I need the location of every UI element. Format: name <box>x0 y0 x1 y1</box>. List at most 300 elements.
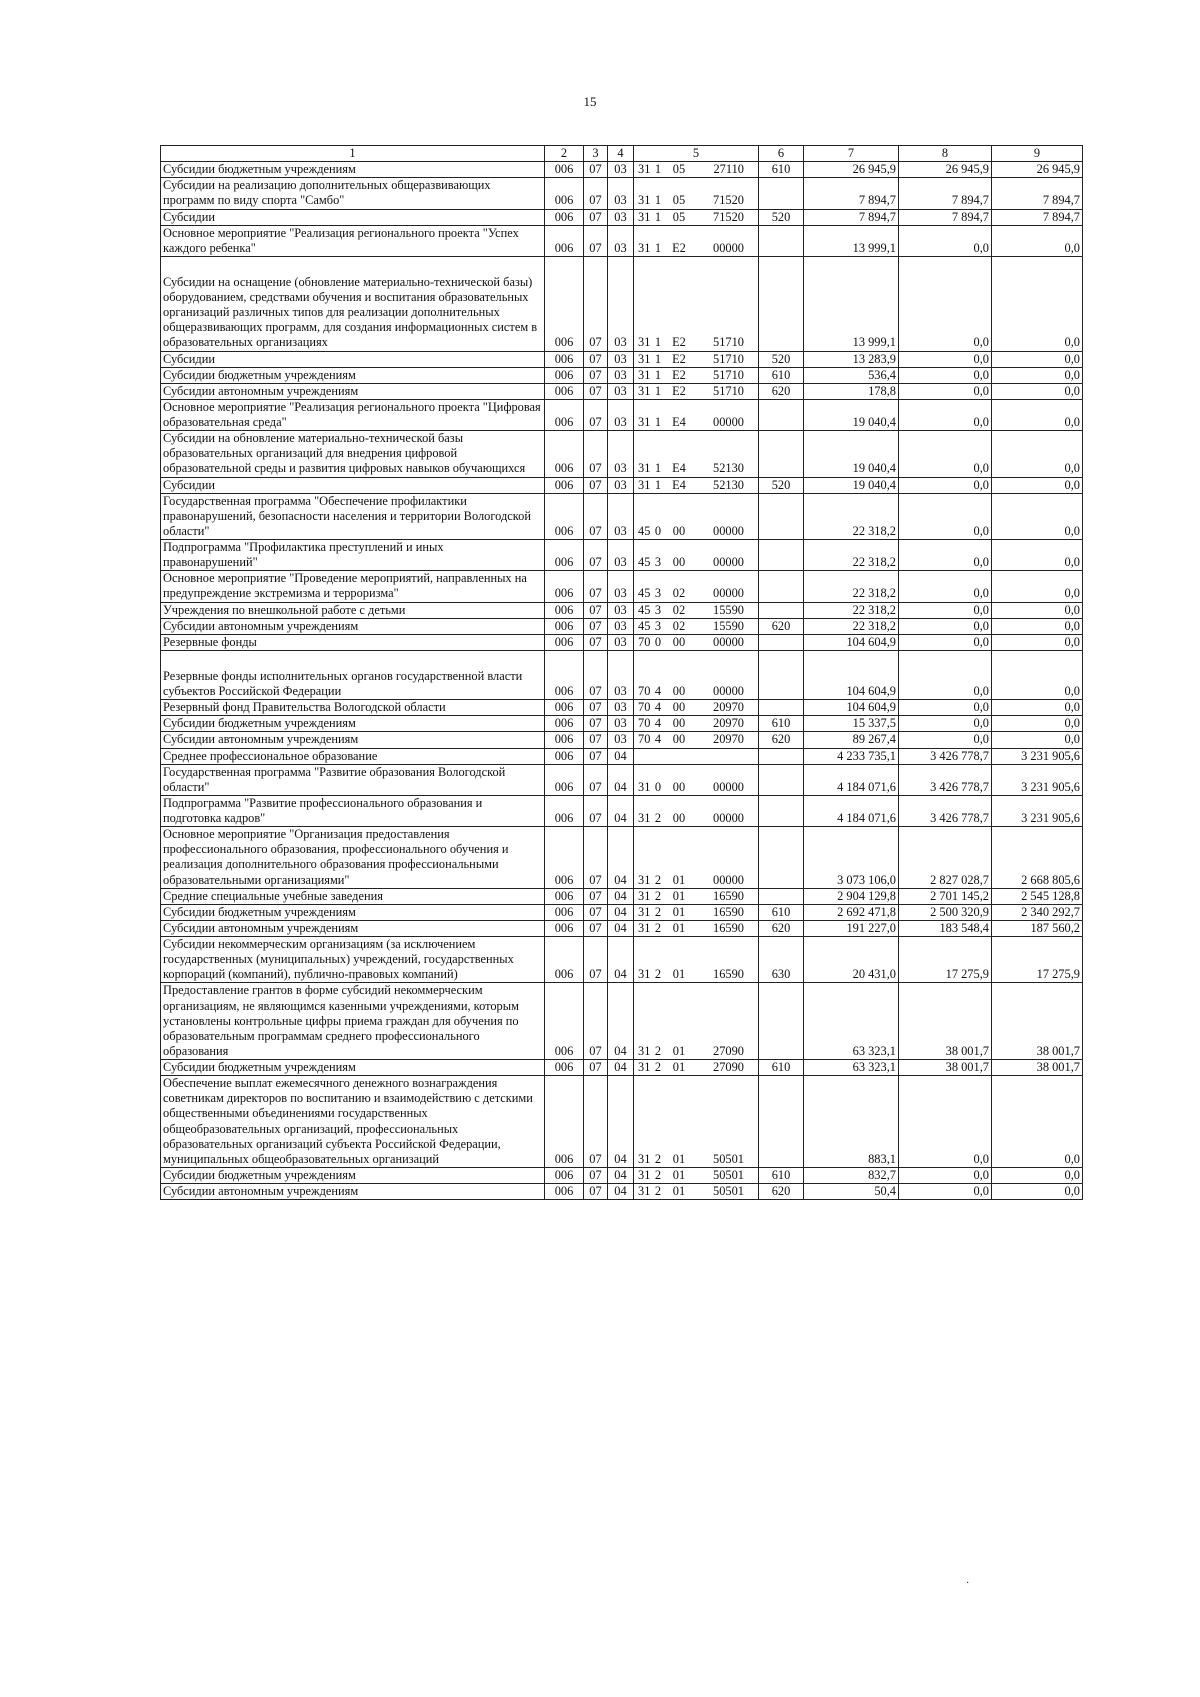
col-8-cell: 0,0 <box>899 1184 992 1200</box>
target-article-cell <box>634 162 759 178</box>
col-2-cell: 006 <box>545 493 584 539</box>
col-3-cell: 07 <box>584 540 608 571</box>
article-part-s3: E2 <box>672 367 686 382</box>
col-3-cell: 07 <box>584 1060 608 1076</box>
row-name: Резервный фонд Правительства Вологодской области <box>161 700 545 716</box>
article-part-s1: 31 <box>638 1060 651 1074</box>
header-cell: 3 <box>584 146 608 162</box>
article-part-s4: 27090 <box>713 1060 744 1074</box>
col-6-cell <box>759 431 804 477</box>
article-part-s1: 31 <box>638 162 651 177</box>
col-4-cell: 03 <box>608 650 634 699</box>
col-9-cell: 0,0 <box>992 1184 1083 1200</box>
row-name: Государственная программа "Обеспечение профилактики правонарушений, безопасности населения и территории Вологодской области" <box>161 493 545 539</box>
row-name: Субсидии на реализацию дополнительных общеразвивающих программ по виду спорта "Самбо" <box>161 178 545 209</box>
article-part-s2: 3 <box>654 602 662 617</box>
col-2-cell: 006 <box>545 1167 584 1183</box>
article-part-s3: 05 <box>672 193 686 208</box>
col-3-cell: 07 <box>584 748 608 764</box>
table-row <box>161 634 1083 650</box>
article-part-s3: 01 <box>672 967 686 982</box>
col-9-cell: 0,0 <box>992 634 1083 650</box>
col-8-cell: 7 894,7 <box>899 209 992 225</box>
row-name: Резервные фонды исполнительных органов государственной власти субъектов Российской Федерации <box>161 650 545 699</box>
target-article-cell <box>634 650 759 699</box>
col-4-cell: 04 <box>608 1060 634 1076</box>
article-part-s1: 70 <box>638 684 651 698</box>
table-row <box>161 983 1083 1060</box>
article-part-s4: 20970 <box>713 700 744 715</box>
article-part-s3: 00 <box>672 716 686 731</box>
col-9-cell: 38 001,7 <box>992 1060 1083 1076</box>
col-4-cell: 03 <box>608 367 634 383</box>
article-part-s2: 2 <box>654 872 662 887</box>
col-6-cell: 610 <box>759 162 804 178</box>
col-9-cell: 7 894,7 <box>992 178 1083 209</box>
row-name: Субсидии автономным учреждениям <box>161 920 545 936</box>
article-part-s1: 45 <box>638 555 651 570</box>
article-part-s2: 4 <box>654 684 662 698</box>
col-7-cell: 13 283,9 <box>804 351 899 367</box>
article-part-s2: 2 <box>654 904 662 919</box>
col-6-cell: 620 <box>759 618 804 634</box>
target-article-cell <box>634 351 759 367</box>
col-3-cell: 07 <box>584 162 608 178</box>
col-2-cell: 006 <box>545 602 584 618</box>
article-part-s1: 45 <box>638 586 651 601</box>
col-4-cell: 03 <box>608 477 634 493</box>
col-2-cell: 006 <box>545 1076 584 1168</box>
col-9-cell: 0,0 <box>992 383 1083 399</box>
col-6-cell <box>759 602 804 618</box>
target-article-cell <box>634 1184 759 1200</box>
article-part-s2: 2 <box>654 1167 662 1182</box>
col-6-cell <box>759 571 804 602</box>
row-name: Основное мероприятие "Реализация регионального проекта "Цифровая образовательная среда" <box>161 399 545 430</box>
article-part-s4: 16590 <box>713 967 744 982</box>
target-article-cell <box>634 795 759 826</box>
article-part-s4: 00000 <box>713 555 744 570</box>
article-part-s2: 2 <box>654 1043 662 1058</box>
article-part-s3: 00 <box>672 684 686 698</box>
col-6-cell <box>759 827 804 889</box>
article-part-s1: 31 <box>638 1043 651 1058</box>
col-4-cell: 03 <box>608 700 634 716</box>
col-7-cell: 22 318,2 <box>804 493 899 539</box>
row-name: Субсидии бюджетным учреждениям <box>161 716 545 732</box>
col-3-cell: 07 <box>584 477 608 493</box>
target-article-cell <box>634 764 759 795</box>
col-8-cell: 0,0 <box>899 650 992 699</box>
article-part-s3: 01 <box>672 872 686 887</box>
col-7-cell: 4 233 735,1 <box>804 748 899 764</box>
article-part-s2: 1 <box>654 477 662 492</box>
page-number: 15 <box>583 94 597 109</box>
article-part-s4: 20970 <box>713 732 744 747</box>
col-7-cell: 13 999,1 <box>804 256 899 351</box>
col-3-cell: 07 <box>584 431 608 477</box>
row-name: Субсидии бюджетным учреждениям <box>161 367 545 383</box>
article-part-s3: 02 <box>672 618 686 633</box>
header-cell: 7 <box>804 146 899 162</box>
col-8-cell: 0,0 <box>899 399 992 430</box>
col-6-cell <box>759 225 804 256</box>
target-article-cell <box>634 700 759 716</box>
col-3-cell: 07 <box>584 351 608 367</box>
col-6-cell <box>759 493 804 539</box>
col-9-cell: 3 231 905,6 <box>992 748 1083 764</box>
col-9-cell: 0,0 <box>992 1167 1083 1183</box>
col-2-cell: 006 <box>545 399 584 430</box>
target-article-cell <box>634 827 759 889</box>
col-8-cell: 0,0 <box>899 732 992 748</box>
row-name: Субсидии бюджетным учреждениям <box>161 162 545 178</box>
col-7-cell: 13 999,1 <box>804 225 899 256</box>
col-4-cell: 03 <box>608 540 634 571</box>
row-name: Государственная программа "Развитие образования Вологодской области" <box>161 764 545 795</box>
article-part-s2: 3 <box>654 618 662 633</box>
article-part-s2: 1 <box>654 351 662 366</box>
article-part-s1: 31 <box>638 209 651 224</box>
col-7-cell: 4 184 071,6 <box>804 795 899 826</box>
header-cell: 1 <box>161 146 545 162</box>
table-row <box>161 477 1083 493</box>
col-4-cell: 03 <box>608 178 634 209</box>
col-7-cell: 4 184 071,6 <box>804 764 899 795</box>
col-9-cell: 0,0 <box>992 256 1083 351</box>
article-part-s4: 51710 <box>713 335 744 350</box>
table-row <box>161 540 1083 571</box>
col-2-cell: 006 <box>545 904 584 920</box>
col-6-cell <box>759 700 804 716</box>
col-7-cell: 22 318,2 <box>804 602 899 618</box>
col-3-cell: 07 <box>584 827 608 889</box>
article-part-s4: 00000 <box>713 872 744 887</box>
target-article-cell <box>634 431 759 477</box>
col-7-cell: 63 323,1 <box>804 983 899 1060</box>
article-part-s1: 31 <box>638 240 651 255</box>
table-row <box>161 732 1083 748</box>
target-article-cell <box>634 178 759 209</box>
budget-table <box>160 145 1083 1200</box>
header-cell: 8 <box>899 146 992 162</box>
col-2-cell: 006 <box>545 209 584 225</box>
article-part-s3: 00 <box>672 700 686 715</box>
article-part-s2: 1 <box>654 240 662 255</box>
target-article-cell <box>634 634 759 650</box>
article-part-s1: 70 <box>638 716 651 731</box>
col-2-cell: 006 <box>545 162 584 178</box>
col-8-cell: 2 827 028,7 <box>899 827 992 889</box>
row-name: Субсидии бюджетным учреждениям <box>161 1167 545 1183</box>
scan-mark: · <box>966 1578 970 1589</box>
col-8-cell: 0,0 <box>899 383 992 399</box>
col-2-cell: 006 <box>545 225 584 256</box>
col-3-cell: 07 <box>584 225 608 256</box>
col-6-cell <box>759 634 804 650</box>
article-part-s2: 2 <box>654 1060 662 1074</box>
target-article-cell <box>634 888 759 904</box>
article-part-s1: 45 <box>638 618 651 633</box>
col-9-cell: 3 231 905,6 <box>992 795 1083 826</box>
col-3-cell: 07 <box>584 634 608 650</box>
col-2-cell: 006 <box>545 540 584 571</box>
article-part-s4: 27090 <box>713 1043 744 1058</box>
target-article-cell <box>634 732 759 748</box>
col-3-cell: 07 <box>584 256 608 351</box>
col-8-cell: 38 001,7 <box>899 983 992 1060</box>
target-article-cell <box>634 225 759 256</box>
col-6-cell <box>759 888 804 904</box>
col-3-cell: 07 <box>584 700 608 716</box>
row-name: Субсидии автономным учреждениям <box>161 383 545 399</box>
col-2-cell: 006 <box>545 827 584 889</box>
col-7-cell: 178,8 <box>804 383 899 399</box>
target-article-cell <box>634 1076 759 1168</box>
target-article-cell <box>634 540 759 571</box>
article-part-s4: 50501 <box>713 1184 744 1198</box>
col-2-cell: 006 <box>545 1184 584 1200</box>
col-3-cell: 07 <box>584 1184 608 1200</box>
col-7-cell: 2 692 471,8 <box>804 904 899 920</box>
article-part-s2: 2 <box>654 1151 662 1166</box>
article-part-s2: 0 <box>654 523 662 538</box>
col-7-cell: 20 431,0 <box>804 937 899 983</box>
article-part-s3: 00 <box>672 779 686 794</box>
article-part-s4: 51710 <box>713 351 744 366</box>
article-part-s4: 16590 <box>713 888 744 903</box>
col-4-cell: 03 <box>608 162 634 178</box>
col-8-cell: 3 426 778,7 <box>899 748 992 764</box>
col-6-cell <box>759 256 804 351</box>
article-part-s2: 1 <box>654 461 662 476</box>
article-part-s3: E4 <box>672 477 686 492</box>
table-row <box>161 493 1083 539</box>
col-9-cell: 2 668 805,6 <box>992 827 1083 889</box>
col-7-cell: 3 073 106,0 <box>804 827 899 889</box>
article-part-s2: 1 <box>654 162 662 177</box>
table-row <box>161 920 1083 936</box>
table-row <box>161 1167 1083 1183</box>
col-4-cell: 04 <box>608 827 634 889</box>
row-name: Обеспечение выплат ежемесячного денежного вознаграждения советникам директоров по воспитанию и взаимодействию с детскими общественными объединениями государственных общеобразовательных организаций, профессиональных образовательных организаций субъекта Российской Федерации, муниципальных общеобразовательных организаций <box>161 1076 545 1168</box>
row-name: Субсидии некоммерческим организациям (за исключением государственных (муниципальных) учреждений, государственных корпораций (компаний), публично-правовых компаний) <box>161 937 545 983</box>
header-cell: 2 <box>545 146 584 162</box>
article-part-s4: 16590 <box>713 920 744 935</box>
col-3-cell: 07 <box>584 602 608 618</box>
table-row <box>161 888 1083 904</box>
row-name: Субсидии на оснащение (обновление материально-технической базы) оборудованием, средствами обучения и воспитания образовательных организаций различных типов для реализации дополнительных общеразвивающих программ, для создания информационных систем в образовательных организациях <box>161 256 545 351</box>
col-3-cell: 07 <box>584 732 608 748</box>
col-3-cell: 07 <box>584 209 608 225</box>
col-2-cell: 006 <box>545 888 584 904</box>
col-9-cell: 0,0 <box>992 650 1083 699</box>
article-part-s1: 70 <box>638 700 651 715</box>
header-cell: 4 <box>608 146 634 162</box>
col-8-cell: 0,0 <box>899 634 992 650</box>
col-9-cell: 0,0 <box>992 700 1083 716</box>
col-4-cell: 04 <box>608 983 634 1060</box>
col-4-cell: 04 <box>608 904 634 920</box>
col-6-cell <box>759 650 804 699</box>
col-8-cell: 0,0 <box>899 477 992 493</box>
table-row <box>161 178 1083 209</box>
col-3-cell: 07 <box>584 888 608 904</box>
col-7-cell: 50,4 <box>804 1184 899 1200</box>
table-row <box>161 1060 1083 1076</box>
col-4-cell: 03 <box>608 602 634 618</box>
col-4-cell: 03 <box>608 732 634 748</box>
article-part-s3: 00 <box>672 634 686 649</box>
article-part-s3: E2 <box>672 383 686 398</box>
article-part-s4: 51710 <box>713 383 744 398</box>
article-part-s3: E2 <box>672 240 686 255</box>
col-3-cell: 07 <box>584 764 608 795</box>
article-part-s4: 50501 <box>713 1167 744 1182</box>
col-6-cell: 620 <box>759 383 804 399</box>
col-9-cell: 0,0 <box>992 716 1083 732</box>
col-3-cell: 07 <box>584 920 608 936</box>
col-4-cell: 04 <box>608 937 634 983</box>
col-2-cell: 006 <box>545 764 584 795</box>
col-3-cell: 07 <box>584 618 608 634</box>
article-part-s4: 20970 <box>713 716 744 731</box>
article-part-s2: 3 <box>654 555 662 570</box>
table-row <box>161 716 1083 732</box>
article-part-s4: 00000 <box>713 523 744 538</box>
article-part-s3: 00 <box>672 811 686 825</box>
row-name: Подпрограмма "Профилактика преступлений и иных правонарушений" <box>161 540 545 571</box>
col-2-cell: 006 <box>545 477 584 493</box>
col-2-cell: 006 <box>545 571 584 602</box>
article-part-s2: 3 <box>654 586 662 601</box>
target-article-cell <box>634 367 759 383</box>
article-part-s1: 31 <box>638 872 651 887</box>
col-4-cell: 04 <box>608 1184 634 1200</box>
table-row <box>161 256 1083 351</box>
target-article-cell <box>634 1060 759 1076</box>
header-cell: 6 <box>759 146 804 162</box>
row-name: Учреждения по внешкольной работе с детьми <box>161 602 545 618</box>
row-name: Предоставление грантов в форме субсидий некоммерческим организациям, не являющимся казенными учреждениями, которым установлены контрольные цифры приема граждан для обучения по образовательным программам среднего профессионального образования <box>161 983 545 1060</box>
article-part-s3: 01 <box>672 1151 686 1166</box>
col-8-cell: 0,0 <box>899 367 992 383</box>
target-article-cell <box>634 399 759 430</box>
article-part-s3: 02 <box>672 586 686 601</box>
col-6-cell: 520 <box>759 351 804 367</box>
row-name: Субсидии бюджетным учреждениям <box>161 904 545 920</box>
article-part-s1: 70 <box>638 634 651 649</box>
article-part-s3: 01 <box>672 920 686 935</box>
article-part-s2: 2 <box>654 920 662 935</box>
table-row <box>161 700 1083 716</box>
article-part-s4: 15590 <box>713 602 744 617</box>
col-8-cell: 0,0 <box>899 700 992 716</box>
col-6-cell: 520 <box>759 209 804 225</box>
col-4-cell: 04 <box>608 795 634 826</box>
article-part-s3: 01 <box>672 1043 686 1058</box>
col-4-cell: 03 <box>608 209 634 225</box>
article-part-s4: 00000 <box>713 634 744 649</box>
col-6-cell: 620 <box>759 920 804 936</box>
article-part-s2: 0 <box>654 779 662 794</box>
target-article-cell <box>634 618 759 634</box>
target-article-cell <box>634 920 759 936</box>
target-article-cell <box>634 983 759 1060</box>
article-part-s2: 2 <box>654 1184 662 1198</box>
table-row <box>161 904 1083 920</box>
article-part-s4: 71520 <box>713 193 744 208</box>
col-3-cell: 07 <box>584 937 608 983</box>
article-part-s1: 31 <box>638 888 651 903</box>
target-article-cell <box>634 748 759 764</box>
col-3-cell: 07 <box>584 571 608 602</box>
col-7-cell: 89 267,4 <box>804 732 899 748</box>
col-9-cell: 7 894,7 <box>992 209 1083 225</box>
col-7-cell: 104 604,9 <box>804 700 899 716</box>
row-name: Средние специальные учебные заведения <box>161 888 545 904</box>
col-9-cell: 2 340 292,7 <box>992 904 1083 920</box>
col-4-cell: 03 <box>608 256 634 351</box>
col-4-cell: 03 <box>608 431 634 477</box>
col-2-cell: 006 <box>545 937 584 983</box>
article-part-s1: 31 <box>638 779 651 794</box>
table-row <box>161 937 1083 983</box>
row-name: Субсидии <box>161 351 545 367</box>
target-article-cell <box>634 493 759 539</box>
col-7-cell: 7 894,7 <box>804 209 899 225</box>
header-row <box>161 146 1083 162</box>
col-2-cell: 006 <box>545 650 584 699</box>
col-9-cell: 26 945,9 <box>992 162 1083 178</box>
article-part-s2: 1 <box>654 415 662 429</box>
col-2-cell: 006 <box>545 618 584 634</box>
col-4-cell: 03 <box>608 225 634 256</box>
article-part-s4: 00000 <box>713 811 744 825</box>
col-6-cell <box>759 764 804 795</box>
col-7-cell: 104 604,9 <box>804 650 899 699</box>
article-part-s4: 16590 <box>713 904 744 919</box>
col-2-cell: 006 <box>545 256 584 351</box>
article-part-s4: 00000 <box>713 415 744 429</box>
article-part-s3: 00 <box>672 523 686 538</box>
col-7-cell: 22 318,2 <box>804 571 899 602</box>
article-part-s3: 01 <box>672 1167 686 1182</box>
target-article-cell <box>634 904 759 920</box>
col-6-cell: 620 <box>759 1184 804 1200</box>
article-part-s3: 00 <box>672 555 686 570</box>
col-6-cell <box>759 540 804 571</box>
article-part-s4: 71520 <box>713 209 744 224</box>
col-7-cell: 883,1 <box>804 1076 899 1168</box>
article-part-s4: 50501 <box>713 1151 744 1166</box>
col-3-cell: 07 <box>584 493 608 539</box>
col-7-cell: 26 945,9 <box>804 162 899 178</box>
col-3-cell: 07 <box>584 367 608 383</box>
article-part-s2: 0 <box>654 634 662 649</box>
col-6-cell: 610 <box>759 367 804 383</box>
col-8-cell: 0,0 <box>899 571 992 602</box>
col-6-cell <box>759 983 804 1060</box>
col-8-cell: 7 894,7 <box>899 178 992 209</box>
table-row <box>161 764 1083 795</box>
col-4-cell: 03 <box>608 383 634 399</box>
col-9-cell: 0,0 <box>992 351 1083 367</box>
article-part-s1: 31 <box>638 920 651 935</box>
col-4-cell: 03 <box>608 618 634 634</box>
target-article-cell <box>634 477 759 493</box>
article-part-s1: 31 <box>638 967 651 982</box>
